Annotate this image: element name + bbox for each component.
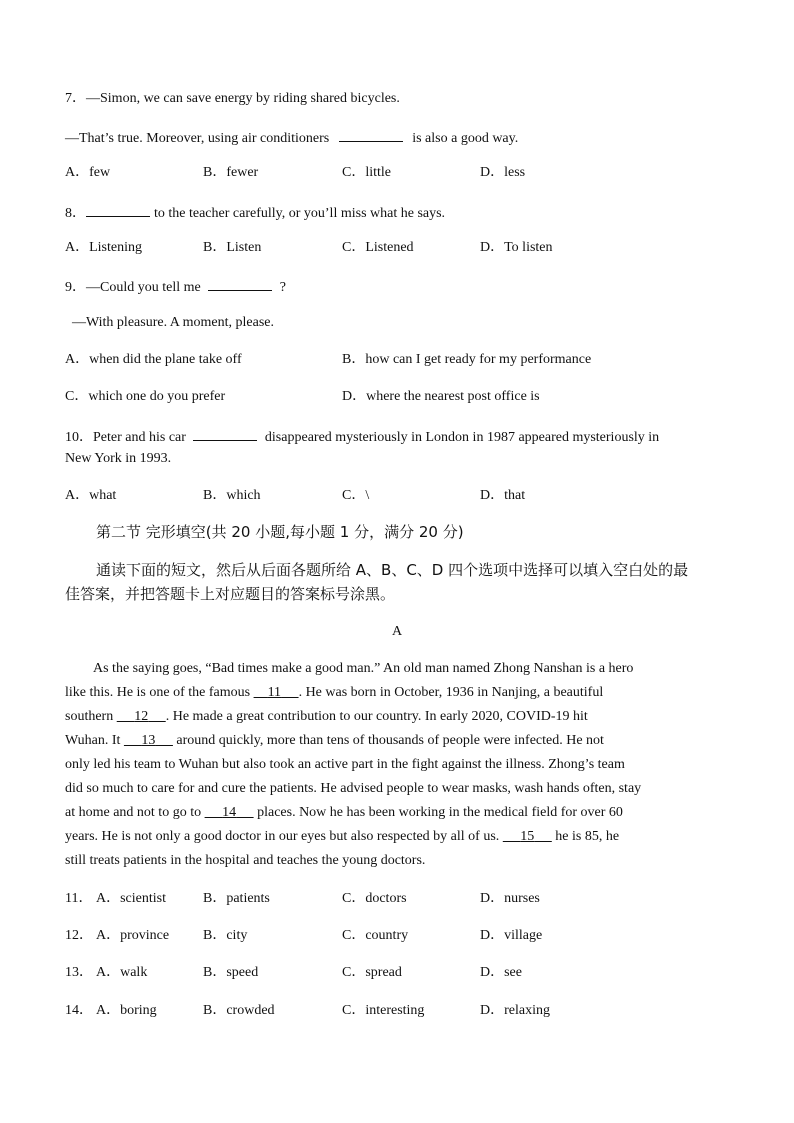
passage-text: he is 85, he: [555, 829, 620, 844]
section-instruction-line2: 佳答案，并把答题卡上对应题目的答案标号涂黑。: [65, 585, 396, 603]
passage-line-7: [65, 801, 727, 825]
passage-line-2: [65, 681, 727, 705]
blank-15[interactable]: [503, 829, 552, 844]
q9-answer-blank[interactable]: [208, 276, 272, 291]
q10-stem-text-a: 10．Peter and his car: [65, 430, 186, 445]
blank-13[interactable]: [124, 733, 173, 748]
passage-line-9: still treats patients in the hospital and teaches the young doctors.: [65, 853, 426, 868]
passage-text: southern: [65, 709, 114, 724]
q14-option-b[interactable]: B．crowded: [203, 1003, 275, 1018]
q11-option-d[interactable]: D．nurses: [480, 891, 540, 906]
q12-number: 12．: [65, 928, 93, 943]
q13-option-a[interactable]: A．walk: [96, 965, 148, 980]
blank-12[interactable]: [117, 709, 166, 724]
q10-option-c[interactable]: C．\: [342, 488, 370, 503]
section-title: 第二节 完形填空(共 20 小题,每小题 1 分，满分 20 分): [96, 523, 464, 541]
passage-text: around quickly, more than tens of thousands of people were infected. He not: [176, 733, 604, 748]
q12-option-c[interactable]: C．country: [342, 928, 409, 943]
passage-line-3: [65, 705, 727, 729]
blank-11[interactable]: [254, 685, 299, 700]
q7-stem-line2: [65, 127, 518, 148]
q14-number: 14．: [65, 1003, 93, 1018]
q11-option-a[interactable]: A．scientist: [96, 891, 166, 906]
q8-option-d[interactable]: D．To listen: [480, 240, 553, 255]
q9-option-b[interactable]: B．how can I get ready for my performance: [342, 352, 592, 367]
q12-option-a[interactable]: A．province: [96, 928, 170, 943]
q8-stem: [65, 202, 445, 223]
q9-stem-text-b: ?: [279, 280, 286, 295]
q10-answer-blank[interactable]: [193, 426, 257, 441]
q7-stem-text-b: is also a good way.: [412, 131, 519, 146]
blank-13-number: 13: [141, 733, 156, 748]
q8-option-a[interactable]: A．Listening: [65, 240, 142, 255]
q14-option-c[interactable]: C．interesting: [342, 1003, 425, 1018]
q13-option-d[interactable]: D．see: [480, 965, 522, 980]
q7-answer-blank[interactable]: [339, 127, 403, 142]
passage-text: . He made a great contribution to our country. In early 2020, COVID-19 hit: [165, 709, 588, 724]
q10-stem-text-b: disappeared mysteriously in London in 1987 appeared mysteriously in: [264, 430, 660, 445]
q9-option-d[interactable]: D．where the nearest post office is: [342, 389, 540, 404]
passage-line-8: [65, 825, 727, 849]
passage-line-4: [65, 729, 727, 753]
q9-stem-text-a: 9．—Could you tell me: [65, 280, 201, 295]
q7-option-b[interactable]: B．fewer: [203, 165, 259, 180]
q11-number: 11．: [65, 891, 93, 906]
q10-option-d[interactable]: D．that: [480, 488, 526, 503]
q9-stem-line2: —With pleasure. A moment, please.: [72, 315, 275, 330]
q10-option-b[interactable]: B．which: [203, 488, 261, 503]
q8-number: 8．: [65, 206, 86, 221]
q10-stem-line1: [65, 426, 659, 447]
q12-option-b[interactable]: B．city: [203, 928, 248, 943]
q11-option-b[interactable]: B．patients: [203, 891, 270, 906]
q8-option-b[interactable]: B．Listen: [203, 240, 262, 255]
q7-stem-line1: 7．—Simon, we can save energy by riding shared bicycles.: [65, 91, 400, 106]
q13-option-c[interactable]: C．spread: [342, 965, 402, 980]
q8-option-c[interactable]: C．Listened: [342, 240, 414, 255]
passage-text: . He was born in October, 1936 in Nanjing, a beautiful: [298, 685, 604, 700]
q7-option-d[interactable]: D．less: [480, 165, 526, 180]
passage-line-1: As the saying goes, “Bad times make a good man.” An old man named Zhong Nanshan is a hero: [93, 661, 634, 676]
q10-option-a[interactable]: A．what: [65, 488, 117, 503]
blank-14[interactable]: [205, 805, 254, 820]
q7-option-a[interactable]: A．few: [65, 165, 111, 180]
passage-label: A: [391, 624, 403, 639]
passage-text: Wuhan. It: [65, 733, 121, 748]
blank-11-number: 11: [267, 685, 282, 700]
q13-number: 13．: [65, 965, 93, 980]
blank-12-number: 12: [134, 709, 149, 724]
passage-text: places. Now he has been working in the medical field for over 60: [257, 805, 623, 820]
passage-text: years. He is not only a good doctor in our eyes but also respected by all of us.: [65, 829, 500, 844]
q14-option-a[interactable]: A．boring: [96, 1003, 157, 1018]
passage-text: at home and not to go to: [65, 805, 202, 820]
q7-stem-text-a: —That’s true. Moreover, using air conditioners: [65, 131, 330, 146]
q10-stem-line2: New York in 1993.: [65, 451, 172, 466]
q8-answer-blank[interactable]: [86, 202, 150, 217]
q9-option-a[interactable]: A．when did the plane take off: [65, 352, 242, 367]
q12-option-d[interactable]: D．village: [480, 928, 543, 943]
passage-line-6: did so much to care for and cure the patients. He advised people to wear masks, wash hands often, stay: [65, 781, 642, 796]
section-instruction-line1: 通读下面的短文，然后从后面各题所给 A、B、C、D 四个选项中选择可以填入空白处的最: [96, 561, 689, 579]
q7-option-c[interactable]: C．little: [342, 165, 391, 180]
blank-14-number: 14: [222, 805, 237, 820]
passage-text: like this. He is one of the famous: [65, 685, 251, 700]
q14-option-d[interactable]: D．relaxing: [480, 1003, 550, 1018]
passage-line-5: only led his team to Wuhan but also took an active part in the fight against the illness. Zhong’s team: [65, 757, 625, 772]
q9-stem-line1: [65, 276, 286, 297]
q11-option-c[interactable]: C．doctors: [342, 891, 407, 906]
blank-15-number: 15: [520, 829, 535, 844]
cloze-passage: [65, 657, 727, 873]
q8-stem-text: to the teacher carefully, or you’ll miss what he says.: [154, 206, 446, 221]
q9-option-c[interactable]: C．which one do you prefer: [65, 389, 226, 404]
q13-option-b[interactable]: B．speed: [203, 965, 259, 980]
